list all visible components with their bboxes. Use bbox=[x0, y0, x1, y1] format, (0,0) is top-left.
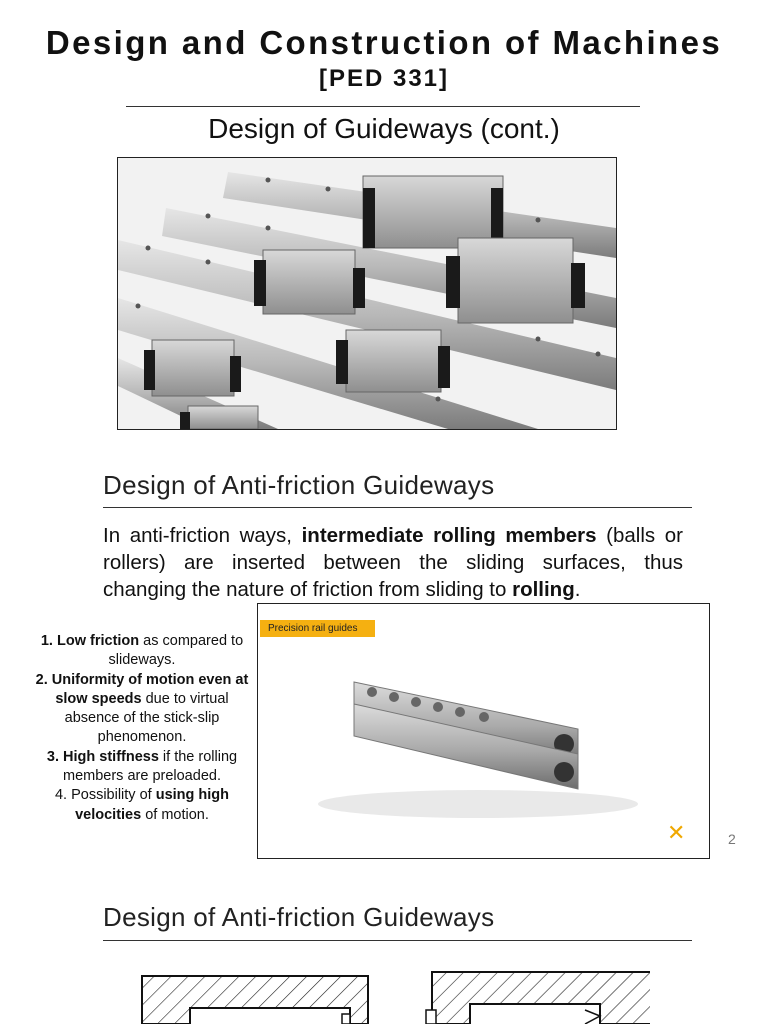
item-text: as compared to slideways. bbox=[108, 633, 244, 669]
list-item bbox=[28, 748, 256, 787]
cross-section-svg bbox=[130, 966, 650, 1024]
document-title: Design and Construction of Machines bbox=[45, 24, 723, 61]
divider bbox=[103, 507, 692, 508]
carriage-block bbox=[180, 406, 258, 429]
item-bold: Low friction bbox=[56, 633, 140, 649]
rail-guides-illustration bbox=[258, 604, 709, 858]
item-bold: using high velocities bbox=[75, 787, 230, 823]
item-text: Possibility of bbox=[71, 787, 156, 804]
item-text: due to virtual absence of the stick-slip phenomenon. bbox=[64, 690, 229, 746]
slide-tag: Precision rail guides bbox=[260, 620, 375, 637]
cross-section-right bbox=[426, 972, 650, 1024]
item-number: 4. bbox=[54, 787, 68, 804]
item-bold: High stiffness bbox=[63, 748, 159, 765]
section-heading: Design of Anti-friction Guideways bbox=[103, 470, 495, 500]
divider bbox=[126, 106, 640, 107]
list-item bbox=[28, 671, 256, 748]
intro-emphasis: rolling bbox=[512, 578, 575, 601]
intro-text: (balls or rollers) are inserted between the sliding surfaces, thus changing the nature of friction from sliding to bbox=[103, 524, 683, 601]
intro-paragraph bbox=[103, 522, 683, 603]
list-item bbox=[28, 632, 256, 671]
item-bold: Uniformity of motion even at slow speeds bbox=[51, 671, 249, 707]
list-item bbox=[28, 786, 256, 825]
page-number: 2 bbox=[728, 831, 736, 847]
rails-illustration bbox=[118, 158, 616, 429]
carriage-block bbox=[144, 340, 241, 396]
item-text: if the rolling members are preloaded. bbox=[63, 748, 238, 785]
carriage-block bbox=[363, 176, 503, 248]
intro-text: In anti-friction ways, bbox=[103, 524, 302, 547]
divider bbox=[103, 940, 692, 941]
intro-text: . bbox=[574, 578, 581, 601]
slide-subtitle: Design of Guideways (cont.) bbox=[208, 113, 560, 144]
cross-section-left bbox=[142, 976, 368, 1024]
carriage-block bbox=[336, 330, 450, 392]
course-code: [PED 331] bbox=[318, 65, 450, 92]
intro-emphasis: intermediate rolling members bbox=[301, 524, 597, 547]
advantages-list bbox=[28, 632, 256, 825]
guideway-cross-section-drawing bbox=[130, 966, 650, 1024]
item-number: 2. bbox=[35, 671, 48, 688]
carriage-block bbox=[446, 238, 585, 323]
item-text: of motion. bbox=[141, 806, 209, 823]
brand-mark-icon: ✕ bbox=[667, 820, 686, 845]
linear-guide-rails-photo bbox=[117, 157, 617, 430]
item-number: 3. bbox=[46, 748, 59, 765]
section-heading: Design of Anti-friction Guideways bbox=[103, 902, 495, 932]
item-number: 1. bbox=[40, 633, 53, 649]
precision-rail-guides-slide bbox=[257, 603, 710, 859]
carriage-block bbox=[254, 250, 365, 314]
